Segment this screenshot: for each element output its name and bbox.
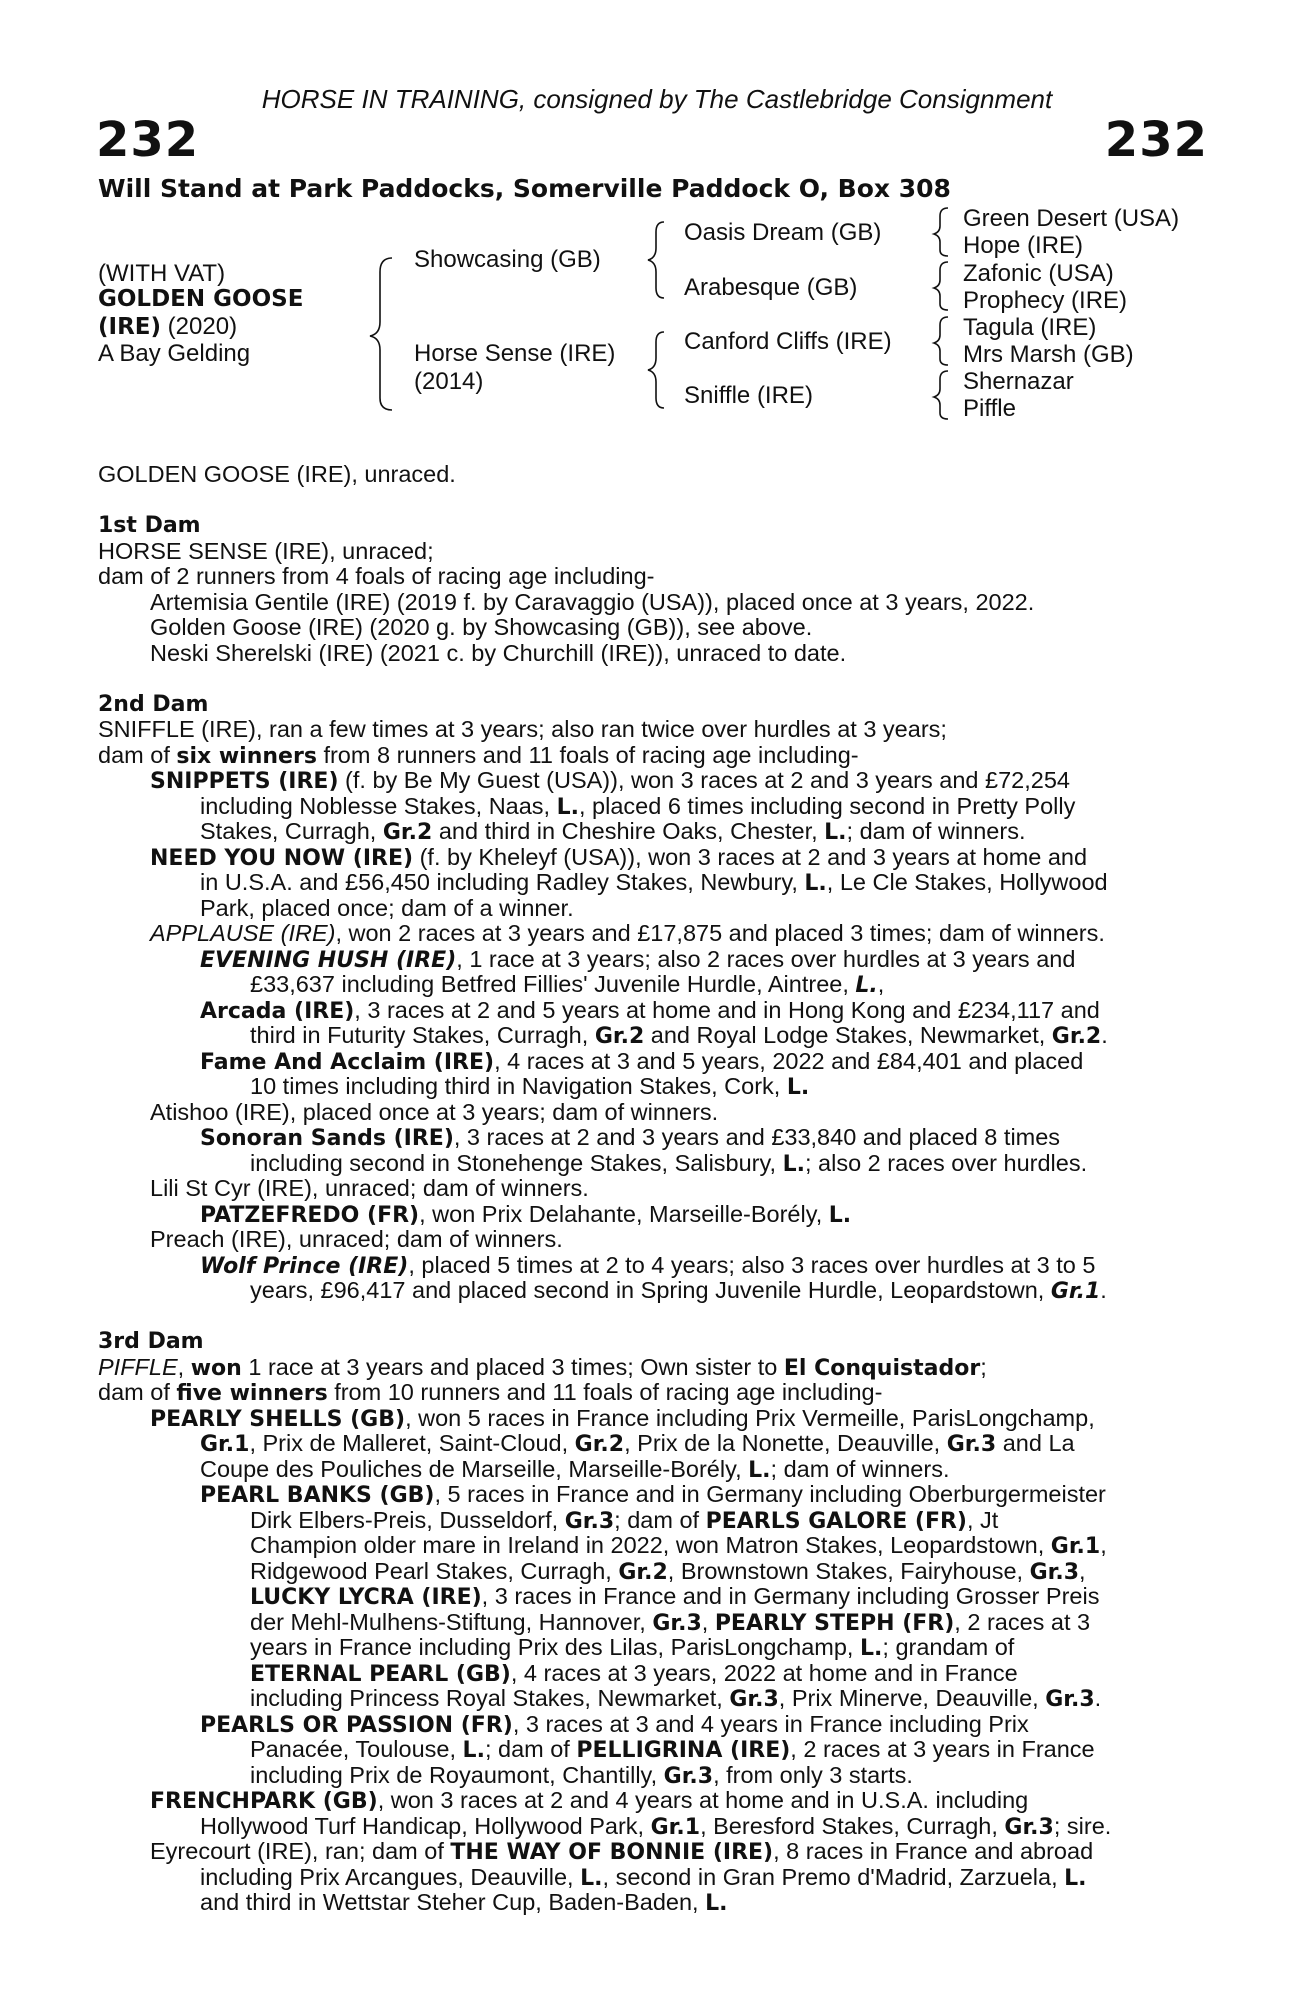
produce-line: third in Futurity Stakes, Curragh, Gr.2 and Royal Lodge Stakes, Newmarket, Gr.2. [250,1022,1108,1049]
produce-line: in U.S.A. and £56,450 including Radley Stakes, Newbury, L., Le Cle Stakes, Hollywood [200,869,1108,896]
produce-line: Eyrecourt (IRE), ran; dam of THE WAY OF BONNIE (IRE), 8 races in France and abroad [150,1838,1094,1865]
first-dam-line: dam of 2 runners from 4 foals of racing age including- [98,563,655,589]
produce-line: Neski Sherelski (IRE) (2021 c. by Churchill (IRE)), unraced to date. [150,639,847,666]
produce-line: and third in Wettstar Steher Cup, Baden-Baden, L. [200,1889,728,1916]
second-dam-line: dam of six winners from 8 runners and 11 foals of racing age including- [98,741,859,769]
produce-line: years in France including Prix des Lilas, ParisLongchamp, L.; grandam of [250,1634,1015,1661]
pedigree-braces [0,0,1314,440]
summary-line: GOLDEN GOOSE (IRE), unraced. [98,461,456,487]
produce-line: including Prix Arcangues, Deauville, L., second in Gran Premo d'Madrid, Zarzuela, L. [200,1863,1087,1891]
dam-sire: Canford Cliffs (IRE) [684,328,892,355]
g4-2: Hope (IRE) [963,232,1084,259]
third-dam-line: dam of five winners from 10 runners and 11 foals of racing age including- [98,1379,883,1406]
produce-line: SNIPPETS (IRE) (f. by Be My Guest (USA)), won 3 races at 2 and 3 years and £72,254 [150,767,1070,794]
g4-5: Tagula (IRE) [963,314,1097,341]
produce-line: FRENCHPARK (GB), won 3 races at 2 and 4 years at home and in U.S.A. including [150,1787,1029,1814]
g4-6: Mrs Marsh (GB) [963,341,1134,368]
produce-line: including Prix de Royaumont, Chantilly, Gr.3, from only 3 starts. [250,1761,913,1789]
produce-line: Golden Goose (IRE) (2020 g. by Showcasing (GB)), see above. [150,614,813,640]
third-dam-heading: 3rd Dam [98,1329,204,1354]
produce-line: Coupe des Pouliches de Marseille, Marseille-Borély, L.; dam of winners. [200,1455,950,1483]
produce-line: Panacée, Toulouse, L.; dam of PELLIGRINA (IRE), 2 races at 3 years in France [250,1736,1095,1763]
g4-7: Shernazar [963,368,1074,395]
produce-line: NEED YOU NOW (IRE) (f. by Kheleyf (USA)), won 3 races at 2 and 3 years at home and [150,843,1088,871]
produce-line: years, £96,417 and placed second in Spring Juvenile Hurdle, Leopardstown, Gr.1. [250,1277,1107,1304]
first-dam-heading: 1st Dam [98,513,201,538]
produce-line: PATZEFREDO (FR), won Prix Delahante, Marseille-Borély, L. [200,1200,852,1228]
produce-line: Dirk Elbers-Preis, Dusseldorf, Gr.3; dam of PEARLS GALORE (FR), Jt [250,1506,999,1534]
horse-name-suffix: (IRE) (2020) [98,313,238,340]
dam-year: (2014) [414,368,484,395]
second-dam-heading: 2nd Dam [98,691,209,717]
produce-line: Wolf Prince (IRE), placed 5 times at 2 to 4 years; also 3 races over hurdles at 3 to 5 [200,1251,1096,1279]
produce-line: Preach (IRE), unraced; dam of winners. [150,1226,563,1252]
horse-name: GOLDEN GOOSE [98,286,304,312]
produce-line: APPLAUSE (IRE), won 2 races at 3 years and £17,875 and placed 3 times; dam of winners. [150,920,1105,946]
produce-line: Gr.1, Prix de Malleret, Saint-Cloud, Gr.2, Prix de la Nonette, Deauville, Gr.3 and La [200,1430,1075,1457]
sire-sire: Oasis Dream (GB) [684,219,882,246]
produce-line: 10 times including third in Navigation Stakes, Cork, L. [250,1073,810,1100]
produce-line: PEARLS OR PASSION (FR), 3 races at 3 and 4 years in France including Prix [200,1710,1029,1738]
horse-description: A Bay Gelding [98,340,251,367]
third-dam-line: PIFFLE, won 1 race at 3 years and placed 3 times; Own sister to El Conquistador; [98,1353,987,1381]
produce-line: £33,637 including Betfred Fillies' Juvenile Hurdle, Aintree, L., [250,971,885,998]
produce-line: PEARLY SHELLS (GB), won 5 races in France including Prix Vermeille, ParisLongchamp, [150,1404,1095,1432]
sire-dam: Arabesque (GB) [684,274,858,301]
produce-line: including Noblesse Stakes, Naas, L., placed 6 times including second in Pretty Polly [200,792,1076,820]
produce-line: Arcada (IRE), 3 races at 2 and 5 years at home and in Hong Kong and £234,117 and [200,996,1100,1024]
produce-line: Ridgewood Pearl Stakes, Curragh, Gr.2, Brownstown Stakes, Fairyhouse, Gr.3, [250,1557,1086,1585]
g4-4: Prophecy (IRE) [963,287,1128,314]
dam-name: Horse Sense (IRE) [414,340,616,367]
stand-location: Will Stand at Park Paddocks, Somerville Paddock O, Box 308 [98,174,951,203]
produce-line: EVENING HUSH (IRE), 1 race at 3 years; also 2 races over hurdles at 3 years and [200,945,1076,973]
lot-number-left: 232 [96,112,200,168]
vat-label: (WITH VAT) [98,260,226,287]
g4-3: Zafonic (USA) [963,260,1114,287]
produce-line: Sonoran Sands (IRE), 3 races at 2 and 3 years and £33,840 and placed 8 times [200,1124,1061,1151]
sire-name: Showcasing (GB) [414,246,601,273]
produce-line: der Mehl-Mulhens-Stiftung, Hannover, Gr.3, PEARLY STEPH (FR), 2 races at 3 [250,1608,1091,1636]
produce-line: PEARL BANKS (GB), 5 races in France and in Germany including Oberburgermeister [200,1481,1106,1508]
second-dam-line: SNIFFLE (IRE), ran a few times at 3 years; also ran twice over hurdles at 3 years; [98,716,947,742]
produce-line: Fame And Acclaim (IRE), 4 races at 3 and 5 years, 2022 and £84,401 and placed [200,1047,1084,1075]
produce-line: Atishoo (IRE), placed once at 3 years; dam of winners. [150,1098,719,1125]
produce-line: Park, placed once; dam of a winner. [200,894,574,921]
produce-line: LUCKY LYCRA (IRE), 3 races in France and in Germany including Grosser Preis [250,1583,1100,1610]
g4-1: Green Desert (USA) [963,205,1180,232]
catalogue-body [98,462,1208,1916]
produce-line: Hollywood Turf Handicap, Hollywood Park, Gr.1, Beresford Stakes, Curragh, Gr.3; sire. [200,1812,1112,1840]
produce-line: Lili St Cyr (IRE), unraced; dam of winners. [150,1175,589,1201]
produce-line: including Princess Royal Stakes, Newmarket, Gr.3, Prix Minerve, Deauville, Gr.3. [250,1685,1102,1712]
first-dam-line: HORSE SENSE (IRE), unraced; [98,537,434,564]
consignment-subtitle: HORSE IN TRAINING, consigned by The Castlebridge Consignment [261,84,1053,114]
dam-dam: Sniffle (IRE) [684,382,813,409]
produce-line: Champion older mare in Ireland in 2022, won Matron Stakes, Leopardstown, Gr.1, [250,1532,1107,1559]
produce-line: ETERNAL PEARL (GB), 4 races at 3 years, 2022 at home and in France [250,1659,1018,1687]
lot-number-right: 232 [1104,112,1208,168]
produce-line: including second in Stonehenge Stakes, Salisbury, L.; also 2 races over hurdles. [250,1149,1088,1177]
produce-line: Artemisia Gentile (IRE) (2019 f. by Caravaggio (USA)), placed once at 3 years, 2022. [150,588,1035,615]
g4-8: Piffle [963,395,1016,422]
produce-line: Stakes, Curragh, Gr.2 and third in Cheshire Oaks, Chester, L.; dam of winners. [200,818,1026,845]
